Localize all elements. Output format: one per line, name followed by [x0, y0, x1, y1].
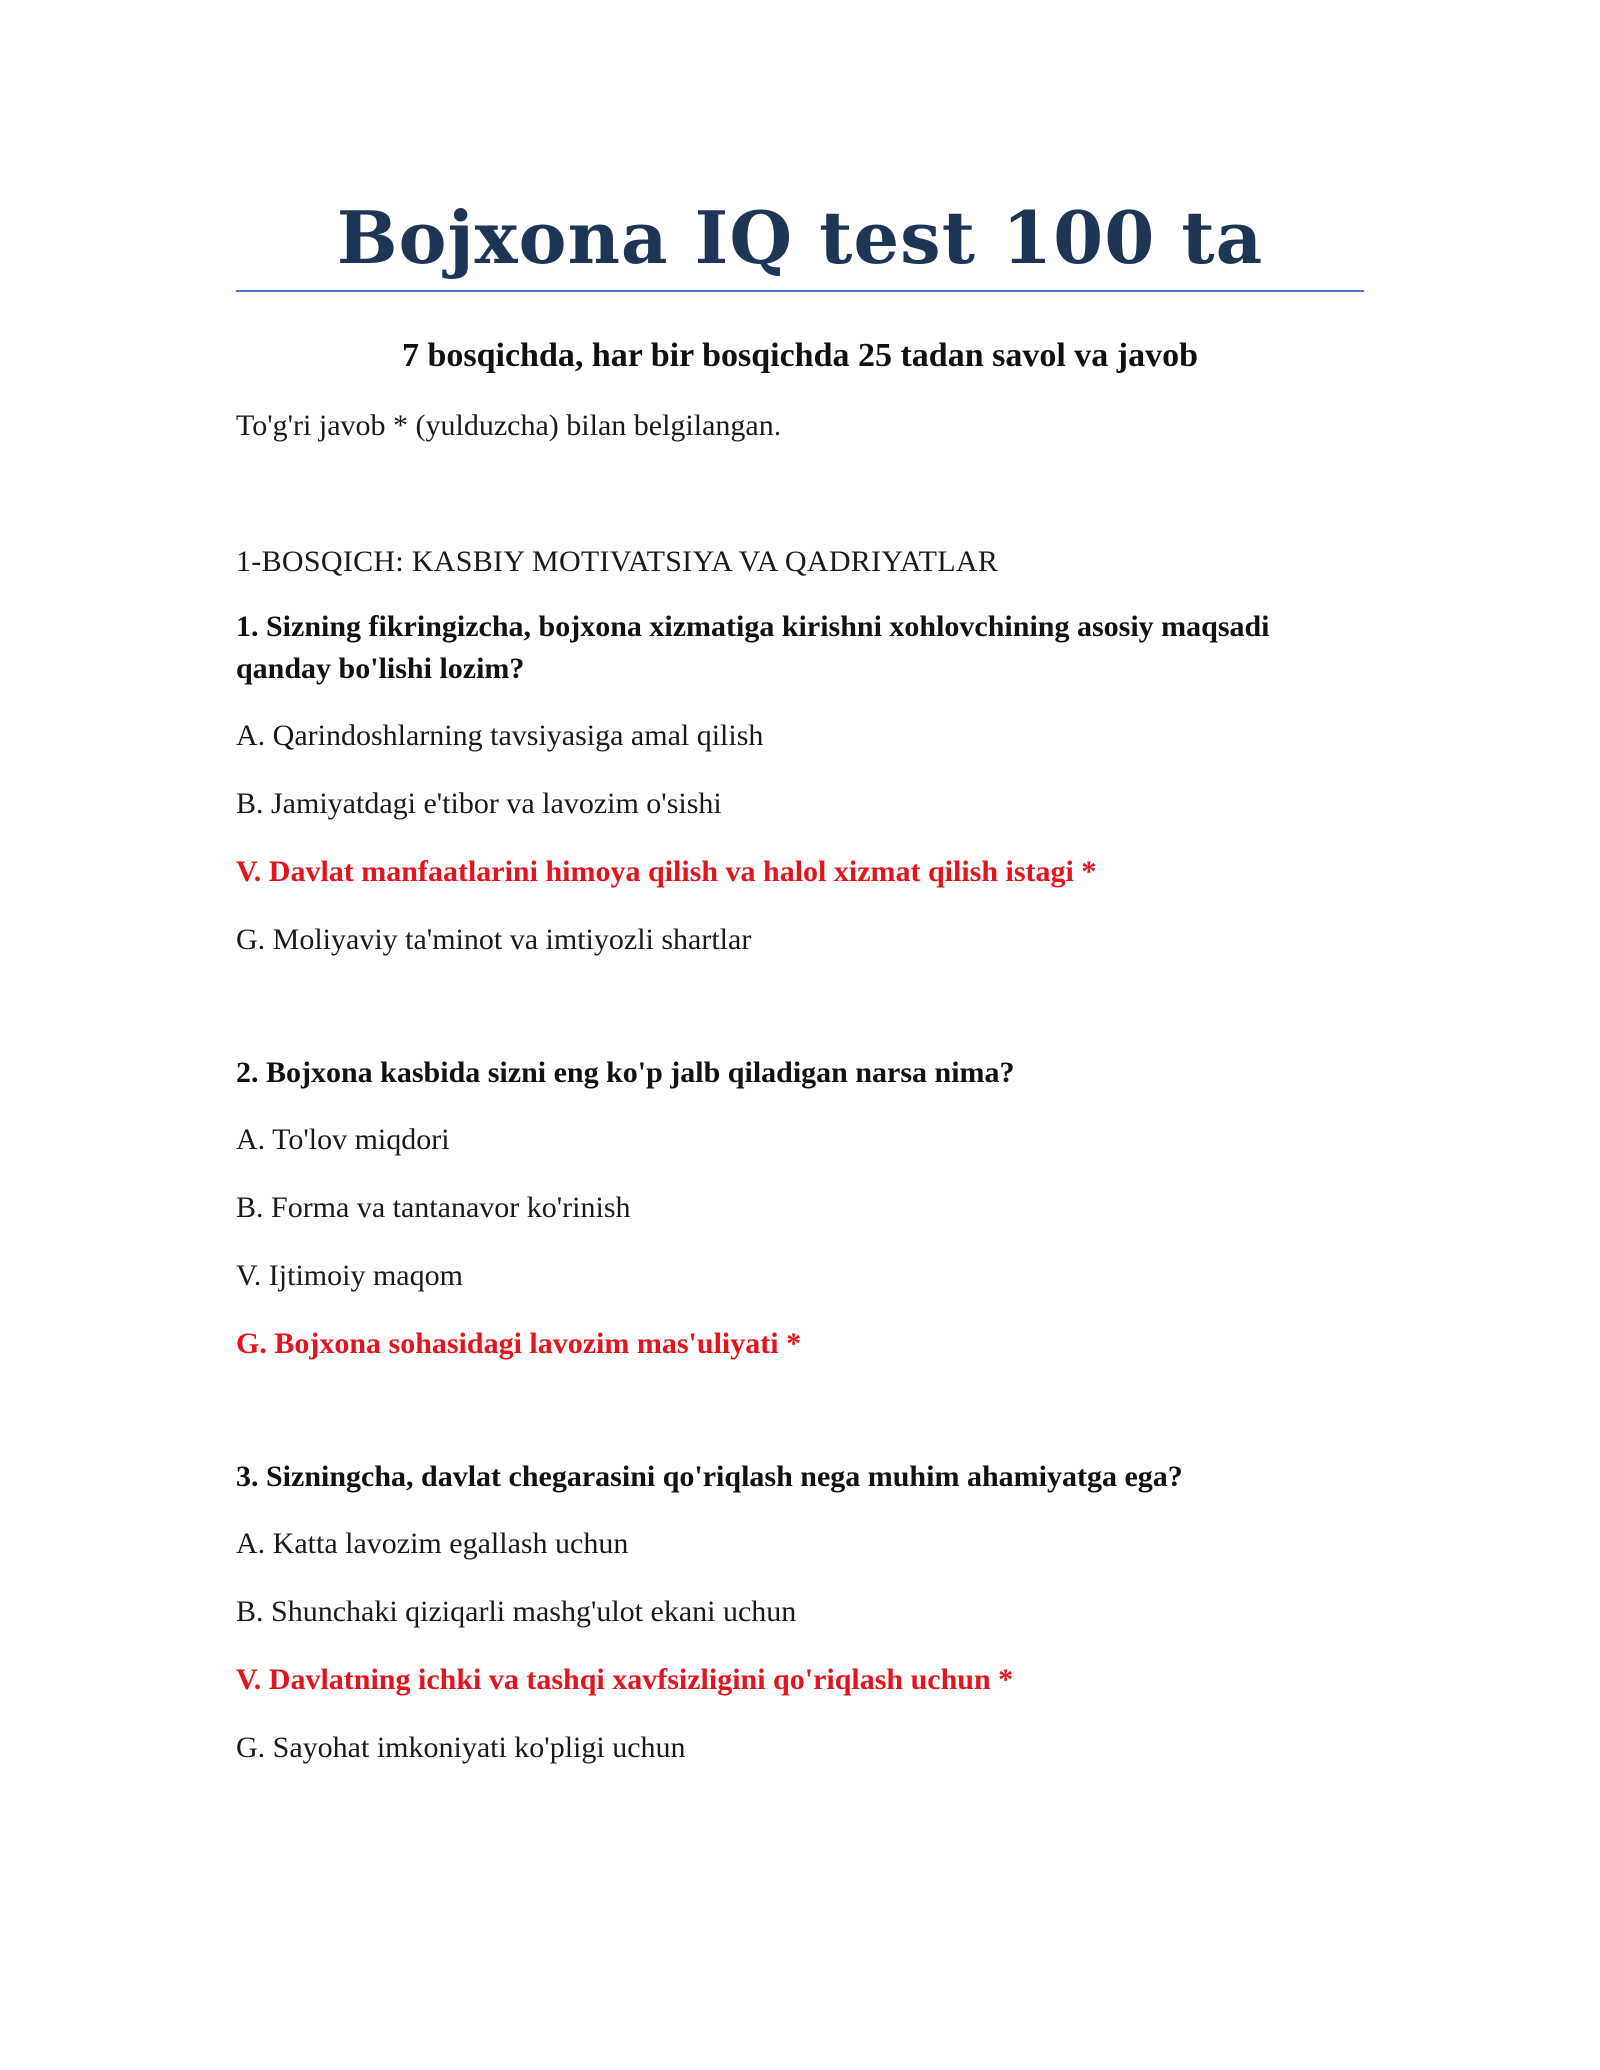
question-text: 2. Bojxona kasbida sizni eng ko'p jalb qiladigan narsa nima? [236, 1056, 1015, 1089]
question-text: 1. Sizning fikringizcha, bojxona xizmatiga kirishni xohlovchining asosiy maqsadi qanday bo'lishi lozim? [236, 610, 1270, 685]
answer-option: A. Qarindoshlarning tavsiyasiga amal qilish [236, 719, 764, 752]
question-block-3 [236, 1456, 1364, 1794]
section-heading: 1-BOSQICH: KASBIY MOTIVATSIYA VA QADRIYATLAR [236, 545, 999, 578]
answer-option: B. Shunchaki qiziqarli mashg'ulot ekani uchun [236, 1595, 797, 1628]
correct-answer-option: V. Davlat manfaatlarini himoya qilish va halol xizmat qilish istagi * [236, 855, 1097, 888]
document-subtitle: 7 bosqichda, har bir bosqichda 25 tadan savol va javob [401, 337, 1199, 374]
correct-answer-option: V. Davlatning ichki va tashqi xavfsizligini qo'riqlash uchun * [236, 1663, 1014, 1696]
question-block-1 [236, 606, 1364, 986]
question-block-2 [236, 1052, 1364, 1390]
document-title: Bojxona IQ test 100 ta [336, 195, 1264, 280]
answer-option: A. To'lov miqdori [236, 1123, 450, 1156]
answer-option: B. Forma va tantanavor ko'rinish [236, 1191, 631, 1224]
answer-option: B. Jamiyatdagi e'tibor va lavozim o'sishi [236, 787, 722, 820]
answer-option: A. Katta lavozim egallash uchun [236, 1527, 629, 1560]
title-underline [236, 290, 1364, 292]
correct-answer-option: G. Bojxona sohasidagi lavozim mas'uliyati * [236, 1327, 802, 1360]
answer-option: V. Ijtimoiy maqom [236, 1259, 463, 1292]
question-text: 3. Sizningcha, davlat chegarasini qo'riqlash nega muhim ahamiyatga ega? [236, 1460, 1183, 1493]
answer-option: G. Sayohat imkoniyati ko'pligi uchun [236, 1731, 686, 1764]
answer-key-note: To'g'ri javob * (yulduzcha) bilan belgilangan. [236, 409, 782, 442]
answer-option: G. Moliyaviy ta'minot va imtiyozli shartlar [236, 923, 752, 956]
